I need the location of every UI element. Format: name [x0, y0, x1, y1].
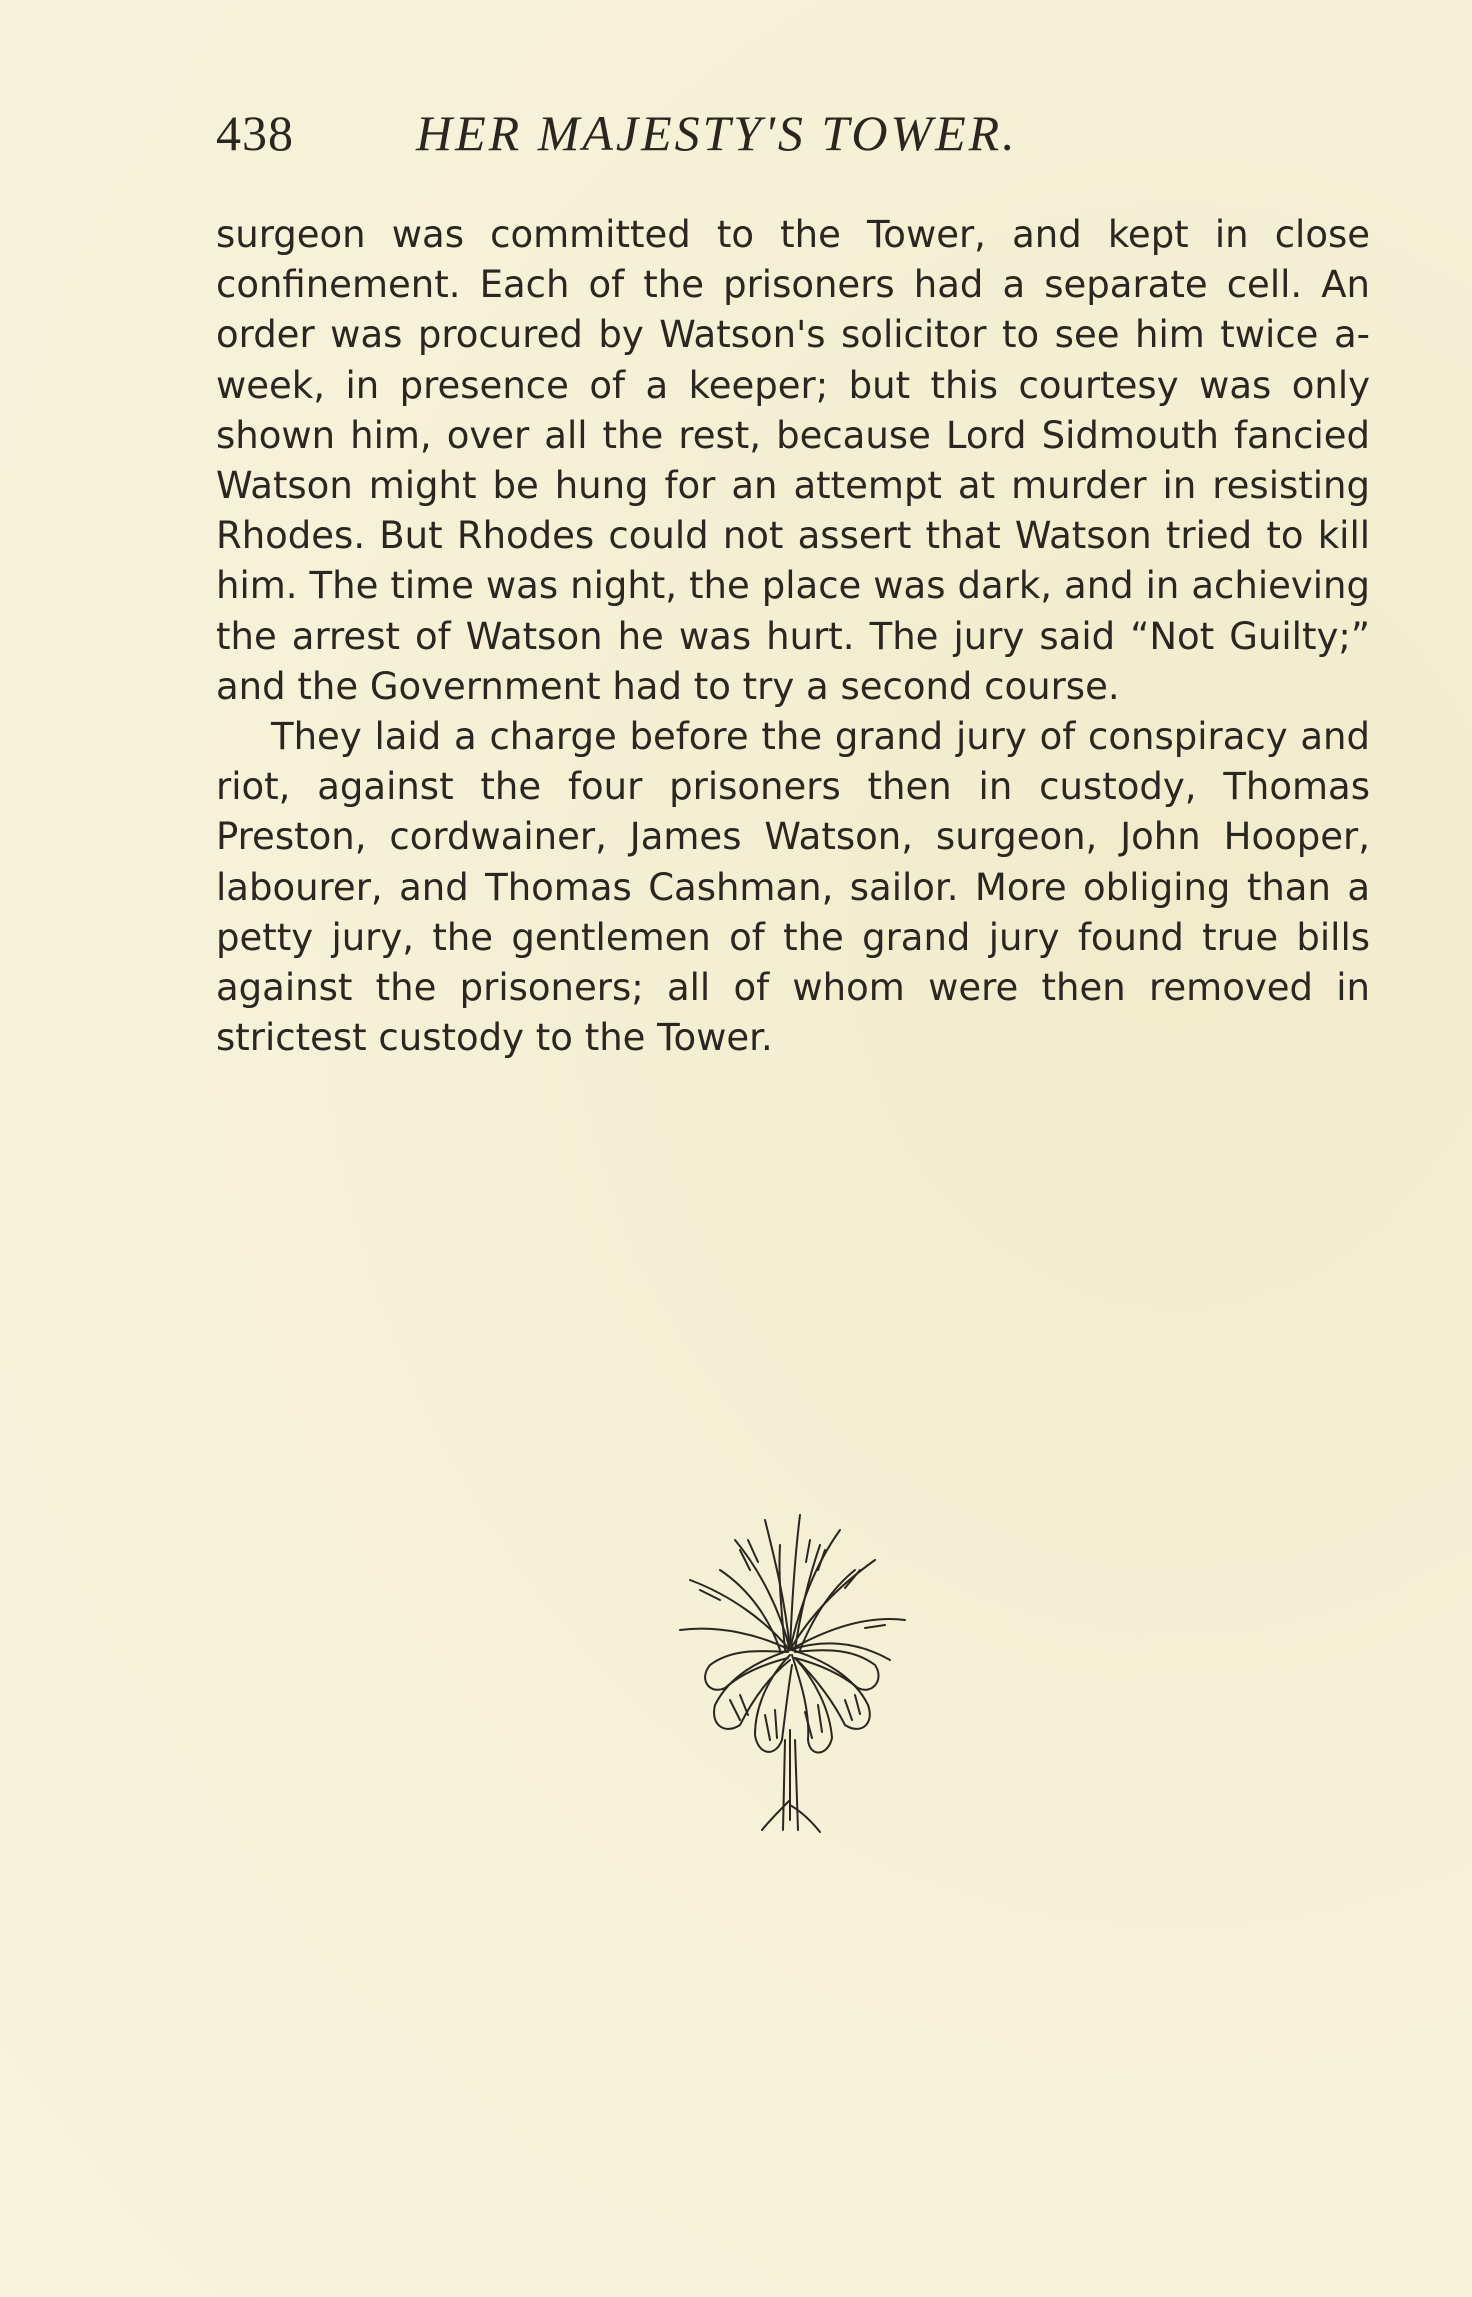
crown-imperial-flower-icon [640, 1500, 940, 1850]
body-text [216, 210, 1370, 1063]
page-number: 438 [216, 105, 294, 161]
running-head: HER MAJESTY'S TOWER. [416, 105, 1018, 161]
page-header [216, 104, 1376, 174]
paragraph-1: surgeon was committed to the Tower, and kept in close confinement. Each of the prisoners had a separate cell. An order was procured by Watson's solicitor to see him twice a-week, in presence of a keeper; but this courtesy was only shown him, over all the rest, because Lord Sidmouth fancied Watson might be hung for an attempt at murder in resisting Rhodes. But Rhodes could not assert that Watson tried to kill him. The time was night, the place was dark, and in achieving the arrest of Watson he was hurt. The jury said “Not Guilty;” and the Government had to try a second course. [216, 213, 1370, 708]
paragraph-2: They laid a charge before the grand jury of conspiracy and riot, against the four prisoners then in custody, Thomas Preston, cordwainer, James Watson, surgeon, John Hooper, labourer, and Thomas Cashman, sailor. More obliging than a petty jury, the gentlemen of the grand jury found true bills against the prisoners; all of whom were then removed in strictest custody to the Tower. [216, 715, 1370, 1060]
